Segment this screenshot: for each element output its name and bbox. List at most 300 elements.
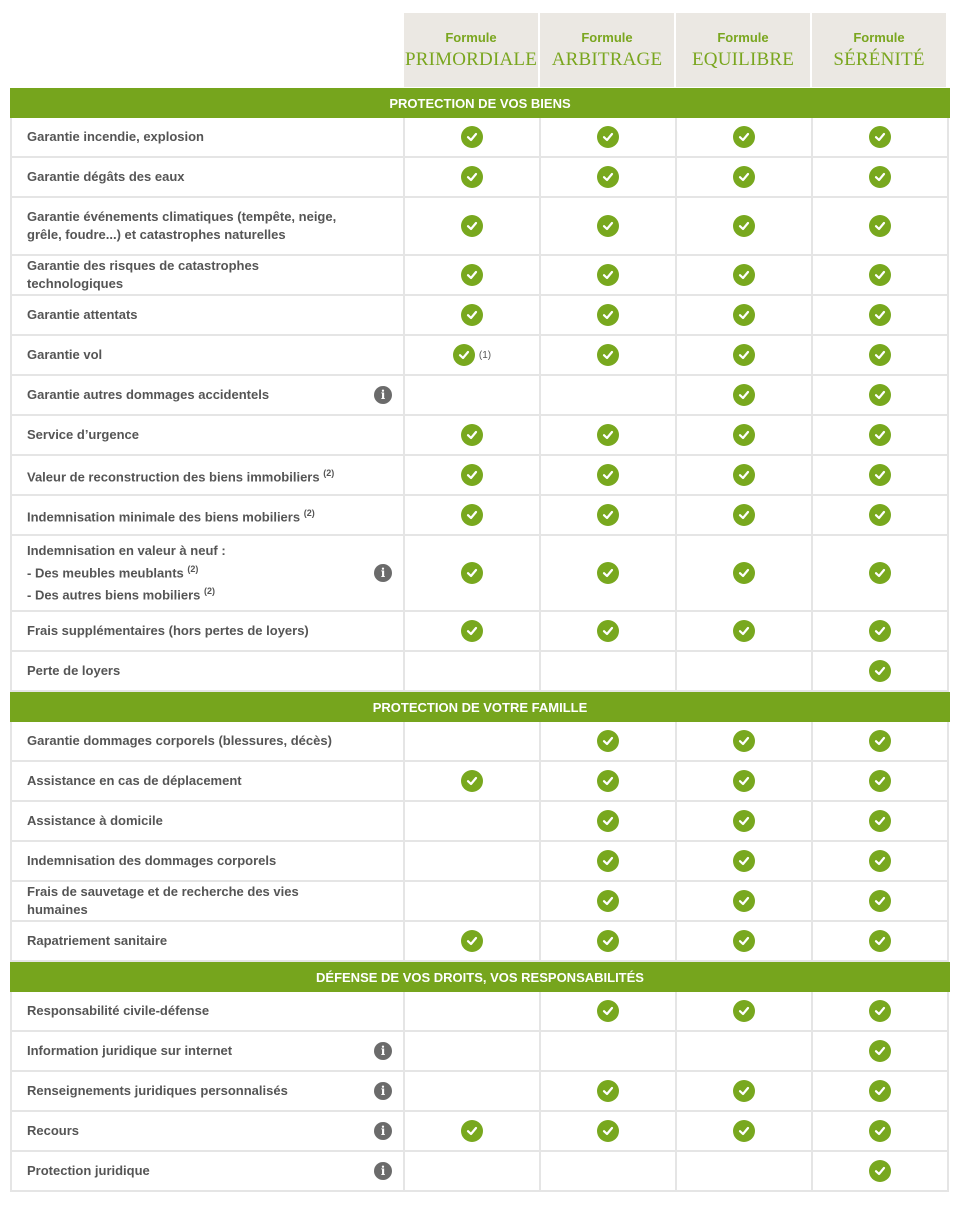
guarantee-label-cell <box>10 256 403 296</box>
check-circle-icon <box>869 660 891 682</box>
label-line <box>27 1042 357 1060</box>
label-line <box>27 257 357 293</box>
label-text: Service d’urgence <box>27 427 139 442</box>
check-circle-icon <box>461 504 483 526</box>
label-text: Assistance en cas de déplacement <box>27 773 242 788</box>
check-circle-icon <box>461 930 483 952</box>
formula-cell <box>675 1112 811 1152</box>
table-row <box>10 612 950 652</box>
check-circle-icon <box>733 166 755 188</box>
formula-cell <box>811 842 949 882</box>
label-line <box>27 504 357 526</box>
formula-cell <box>403 296 539 336</box>
table-row <box>10 256 950 296</box>
check-circle-icon <box>869 1080 891 1102</box>
label-line <box>27 1162 357 1180</box>
guarantee-label-cell <box>10 722 403 762</box>
guarantee-label-cell <box>10 652 403 692</box>
formula-cell <box>403 1032 539 1072</box>
guarantee-label <box>27 1122 357 1140</box>
footnote-ref: (2) <box>187 563 199 574</box>
formula-cell <box>539 456 675 496</box>
check-circle-icon <box>461 215 483 237</box>
guarantee-label-cell <box>10 1152 403 1192</box>
guarantee-label-cell <box>10 992 403 1032</box>
table-row <box>10 198 950 256</box>
check-circle-icon <box>461 304 483 326</box>
check-circle-icon <box>733 304 755 326</box>
formula-cell <box>675 296 811 336</box>
section-header: PROTECTION DE VOTRE FAMILLE <box>10 692 950 722</box>
info-icon[interactable]: i <box>374 1162 392 1180</box>
check-circle-icon <box>733 850 755 872</box>
formula-cell <box>403 416 539 456</box>
formula-prefix: Formule <box>717 29 769 45</box>
formula-cell <box>539 496 675 536</box>
footnote-ref: (2) <box>323 467 335 478</box>
check-circle-icon <box>733 730 755 752</box>
table-row <box>10 842 950 882</box>
label-text: Valeur de reconstruction des biens immobiliers <box>27 469 320 485</box>
formula-cell <box>811 496 949 536</box>
label-text: Protection juridique <box>27 1163 150 1178</box>
table-row <box>10 1152 950 1192</box>
formula-cell <box>675 496 811 536</box>
formula-cell <box>403 158 539 198</box>
guarantee-label <box>27 464 357 486</box>
check-circle-icon <box>869 424 891 446</box>
check-circle-icon <box>597 264 619 286</box>
info-icon[interactable]: i <box>374 564 392 582</box>
table-row <box>10 802 950 842</box>
formula-cell <box>675 198 811 256</box>
guarantee-label <box>27 932 357 950</box>
check-circle-icon <box>869 850 891 872</box>
formula-cell <box>675 1072 811 1112</box>
info-icon[interactable]: i <box>374 386 392 404</box>
guarantee-label-cell <box>10 922 403 962</box>
check-circle-icon <box>869 1160 891 1182</box>
check-circle-icon <box>869 730 891 752</box>
formula-cell <box>675 842 811 882</box>
table-row <box>10 296 950 336</box>
check-circle-icon <box>597 890 619 912</box>
check-circle-icon <box>869 930 891 952</box>
guarantee-label-cell <box>10 456 403 496</box>
table-row <box>10 496 950 536</box>
check-circle-icon <box>597 930 619 952</box>
formula-cell <box>675 336 811 376</box>
formula-cell <box>675 612 811 652</box>
label-line <box>27 582 357 604</box>
formula-cell <box>403 536 539 612</box>
guarantee-label-cell <box>10 376 403 416</box>
guarantee-label-cell <box>10 158 403 198</box>
table-row <box>10 882 950 922</box>
label-line <box>27 883 357 919</box>
formula-cell <box>403 882 539 922</box>
header-blank <box>10 13 402 87</box>
formula-cell <box>811 882 949 922</box>
check-circle-icon <box>869 264 891 286</box>
label-text: Garantie incendie, explosion <box>27 129 204 144</box>
label-text: Recours <box>27 1123 80 1138</box>
table-row <box>10 376 950 416</box>
check-circle-icon <box>733 344 755 366</box>
guarantee-label <box>27 1162 357 1180</box>
guarantee-label-cell <box>10 842 403 882</box>
formula-cell <box>811 992 949 1032</box>
comparison-table <box>10 13 950 1192</box>
formula-cell <box>675 802 811 842</box>
guarantee-label <box>27 812 357 830</box>
formula-cell <box>403 118 539 158</box>
formula-cell <box>539 536 675 612</box>
check-circle-icon <box>597 504 619 526</box>
guarantee-label <box>27 772 357 790</box>
guarantee-label <box>27 128 357 146</box>
formula-header-row <box>10 13 950 87</box>
formula-cell <box>675 652 811 692</box>
formula-cell <box>539 922 675 962</box>
formula-cell <box>811 652 949 692</box>
formula-name: EQUILIBRE <box>691 48 795 70</box>
guarantee-label <box>27 883 357 919</box>
check-circle-icon <box>733 424 755 446</box>
formula-cell <box>539 336 675 376</box>
info-icon[interactable]: i <box>374 1122 392 1140</box>
formula-cell <box>403 612 539 652</box>
guarantee-label-cell <box>10 296 403 336</box>
formula-cell <box>539 802 675 842</box>
check-circle-icon <box>733 1120 755 1142</box>
check-circle-icon <box>869 810 891 832</box>
formula-cell <box>811 256 949 296</box>
label-text: Garantie des risques de catastrophes technologiques <box>27 258 259 291</box>
check-circle-icon <box>869 890 891 912</box>
formula-cell <box>403 762 539 802</box>
guarantee-label <box>27 346 357 364</box>
check-circle-icon <box>733 1080 755 1102</box>
formula-cell <box>403 1152 539 1192</box>
guarantee-label-cell <box>10 118 403 158</box>
check-circle-icon <box>461 620 483 642</box>
label-text: Garantie événements climatiques (tempête, neige, <box>27 209 337 224</box>
guarantee-label-cell <box>10 416 403 456</box>
footnote-ref: (2) <box>303 507 315 518</box>
guarantee-label <box>27 732 357 750</box>
check-circle-icon <box>869 126 891 148</box>
table-row <box>10 762 950 802</box>
check-circle-icon <box>597 166 619 188</box>
formula-cell <box>539 158 675 198</box>
check-circle-icon <box>461 126 483 148</box>
formula-cell <box>811 722 949 762</box>
formula-cell <box>539 612 675 652</box>
formula-cell <box>539 882 675 922</box>
label-line <box>27 560 357 582</box>
guarantee-label <box>27 1042 357 1060</box>
label-text: Frais supplémentaires (hors pertes de loyers) <box>27 623 309 638</box>
check-circle-icon <box>461 424 483 446</box>
check-circle-icon <box>733 384 755 406</box>
check-circle-icon <box>869 384 891 406</box>
formula-cell <box>539 992 675 1032</box>
guarantee-label-cell <box>10 882 403 922</box>
label-text: Frais de sauvetage et de recherche des vies humaines <box>27 884 299 917</box>
info-icon[interactable]: i <box>374 1042 392 1060</box>
formula-cell <box>403 1112 539 1152</box>
label-text: Rapatriement sanitaire <box>27 933 168 948</box>
label-text: Garantie dégâts des eaux <box>27 169 185 184</box>
formula-cell <box>675 882 811 922</box>
formula-cell <box>811 802 949 842</box>
formula-cell <box>539 1112 675 1152</box>
label-line <box>27 168 357 186</box>
formula-header-primordiale <box>404 13 538 87</box>
check-circle-icon <box>597 304 619 326</box>
check-circle-icon <box>869 1120 891 1142</box>
formula-cell <box>675 256 811 296</box>
formula-cell <box>539 722 675 762</box>
table-row <box>10 992 950 1032</box>
formula-cell <box>811 1112 949 1152</box>
formula-cell <box>675 416 811 456</box>
table-row <box>10 336 950 376</box>
check-circle-icon <box>733 126 755 148</box>
check-circle-icon <box>869 1000 891 1022</box>
check-circle-icon <box>733 890 755 912</box>
table-row <box>10 456 950 496</box>
formula-prefix: Formule <box>445 29 497 45</box>
formula-header-equilibre <box>676 13 810 87</box>
check-circle-icon <box>453 344 475 366</box>
label-text: grêle, foudre...) et catastrophes naturelles <box>27 227 286 242</box>
guarantee-label-cell <box>10 612 403 652</box>
check-circle-icon <box>461 770 483 792</box>
check-circle-icon <box>733 810 755 832</box>
label-text: - Des autres biens mobiliers <box>27 587 201 603</box>
check-circle-icon <box>869 770 891 792</box>
formula-cell <box>675 992 811 1032</box>
table-row <box>10 922 950 962</box>
formula-cell <box>539 1072 675 1112</box>
label-text: Garantie attentats <box>27 307 138 322</box>
guarantee-label <box>27 504 357 526</box>
guarantee-label <box>27 852 357 870</box>
formula-cell <box>811 416 949 456</box>
formula-cell <box>539 118 675 158</box>
label-line <box>27 542 357 560</box>
check-circle-icon <box>869 215 891 237</box>
guarantee-label <box>27 622 357 640</box>
formula-cell <box>811 1072 949 1112</box>
guarantee-label-cell <box>10 198 403 256</box>
check-circle-icon <box>461 562 483 584</box>
label-line <box>27 772 357 790</box>
info-icon[interactable]: i <box>374 1082 392 1100</box>
check-circle-icon <box>597 464 619 486</box>
table-row <box>10 1072 950 1112</box>
footnote-ref: (1) <box>478 349 492 361</box>
guarantee-label-cell <box>10 536 403 612</box>
formula-name: PRIMORDIALE <box>404 48 538 70</box>
label-text: - Des meubles meublants <box>27 565 184 580</box>
label-text: Indemnisation minimale des biens mobiliers <box>27 509 301 525</box>
formula-cell <box>539 652 675 692</box>
guarantee-label <box>27 168 357 186</box>
label-text: Indemnisation des dommages corporels <box>27 853 277 868</box>
formula-cell <box>811 762 949 802</box>
formula-cell <box>539 376 675 416</box>
formula-cell <box>811 376 949 416</box>
formula-prefix: Formule <box>581 29 633 45</box>
guarantee-label-cell <box>10 336 403 376</box>
formula-cell <box>675 158 811 198</box>
formula-cell <box>675 922 811 962</box>
check-circle-icon <box>461 1120 483 1142</box>
formula-cell <box>675 1032 811 1072</box>
check-circle-icon <box>869 504 891 526</box>
formula-cell <box>403 652 539 692</box>
formula-name: ARBITRAGE <box>551 48 663 70</box>
guarantee-label <box>27 257 357 293</box>
check-circle-icon <box>733 504 755 526</box>
label-text: Garantie vol <box>27 347 103 362</box>
check-circle-icon <box>733 620 755 642</box>
check-circle-icon <box>869 620 891 642</box>
guarantee-label-cell <box>10 496 403 536</box>
formula-cell <box>539 842 675 882</box>
check-circle-icon <box>597 810 619 832</box>
formula-header-serenite <box>812 13 946 87</box>
table-body <box>10 88 950 1192</box>
footnote-ref: (2) <box>204 586 216 596</box>
check-circle-icon <box>869 1040 891 1062</box>
label-text: Responsabilité civile-défense <box>27 1003 210 1018</box>
table-row <box>10 722 950 762</box>
label-line <box>27 662 357 680</box>
label-line <box>27 1082 357 1100</box>
formula-cell <box>403 842 539 882</box>
formula-cell <box>403 992 539 1032</box>
formula-cell <box>539 416 675 456</box>
guarantee-label <box>27 306 357 324</box>
check-circle-icon <box>733 215 755 237</box>
check-circle-icon <box>597 850 619 872</box>
label-line <box>27 622 357 640</box>
formula-cell <box>539 256 675 296</box>
formula-cell <box>811 922 949 962</box>
label-line <box>27 128 357 146</box>
formula-cell <box>675 762 811 802</box>
guarantee-label <box>27 426 357 444</box>
formula-cell <box>403 1072 539 1112</box>
label-text: Renseignements juridiques personnalisés <box>27 1083 288 1098</box>
formula-cell <box>403 922 539 962</box>
guarantee-label-cell <box>10 1032 403 1072</box>
formula-cell <box>403 722 539 762</box>
label-line <box>27 1002 357 1020</box>
label-line <box>27 852 357 870</box>
check-circle-icon <box>597 730 619 752</box>
formula-cell <box>403 496 539 536</box>
label-line <box>27 932 357 950</box>
formula-cell <box>539 296 675 336</box>
table-row <box>10 416 950 456</box>
check-circle-icon <box>733 264 755 286</box>
check-circle-icon <box>733 1000 755 1022</box>
label-text: Assistance à domicile <box>27 813 163 828</box>
formula-name: SÉRÉNITÉ <box>833 48 925 70</box>
check-circle-icon <box>597 424 619 446</box>
label-line <box>27 464 357 486</box>
guarantee-label-cell <box>10 1112 403 1152</box>
formula-cell <box>675 722 811 762</box>
formula-cell <box>403 456 539 496</box>
guarantee-label <box>27 542 357 605</box>
guarantee-label <box>27 386 357 404</box>
check-circle-icon <box>733 930 755 952</box>
check-circle-icon <box>597 770 619 792</box>
formula-cell <box>811 336 949 376</box>
formula-cell <box>811 158 949 198</box>
check-circle-icon <box>869 464 891 486</box>
formula-cell <box>675 536 811 612</box>
table-row <box>10 158 950 198</box>
label-text: Garantie dommages corporels (blessures, décès) <box>27 733 332 748</box>
check-circle-icon <box>733 464 755 486</box>
formula-cell <box>811 1152 949 1192</box>
label-line <box>27 732 357 750</box>
formula-cell <box>811 296 949 336</box>
check-circle-icon <box>869 304 891 326</box>
label-text: Perte de loyers <box>27 663 121 678</box>
formula-cell <box>403 376 539 416</box>
check-circle-icon <box>869 166 891 188</box>
label-line <box>27 226 357 244</box>
check-circle-icon <box>733 770 755 792</box>
check-circle-icon <box>597 1000 619 1022</box>
guarantee-label-cell <box>10 1072 403 1112</box>
check-circle-icon <box>461 264 483 286</box>
formula-cell <box>811 536 949 612</box>
label-line <box>27 426 357 444</box>
formula-cell <box>675 1152 811 1192</box>
formula-header-arbitrage <box>540 13 674 87</box>
formula-cell <box>811 1032 949 1072</box>
label-line <box>27 1122 357 1140</box>
check-circle-icon <box>461 166 483 188</box>
formula-cell <box>403 336 539 376</box>
check-circle-icon <box>597 344 619 366</box>
guarantee-label-cell <box>10 802 403 842</box>
check-circle-icon <box>733 562 755 584</box>
check-circle-icon <box>597 215 619 237</box>
label-line <box>27 208 357 226</box>
guarantee-label <box>27 1082 357 1100</box>
label-text: Garantie autres dommages accidentels <box>27 387 270 402</box>
table-row <box>10 118 950 158</box>
check-circle-icon <box>461 464 483 486</box>
section-header: PROTECTION DE VOS BIENS <box>10 88 950 118</box>
formula-cell <box>403 256 539 296</box>
guarantee-label <box>27 208 357 244</box>
label-line <box>27 346 357 364</box>
formula-cell <box>403 198 539 256</box>
label-text: Indemnisation en valeur à neuf : <box>27 542 226 558</box>
formula-cell <box>675 456 811 496</box>
